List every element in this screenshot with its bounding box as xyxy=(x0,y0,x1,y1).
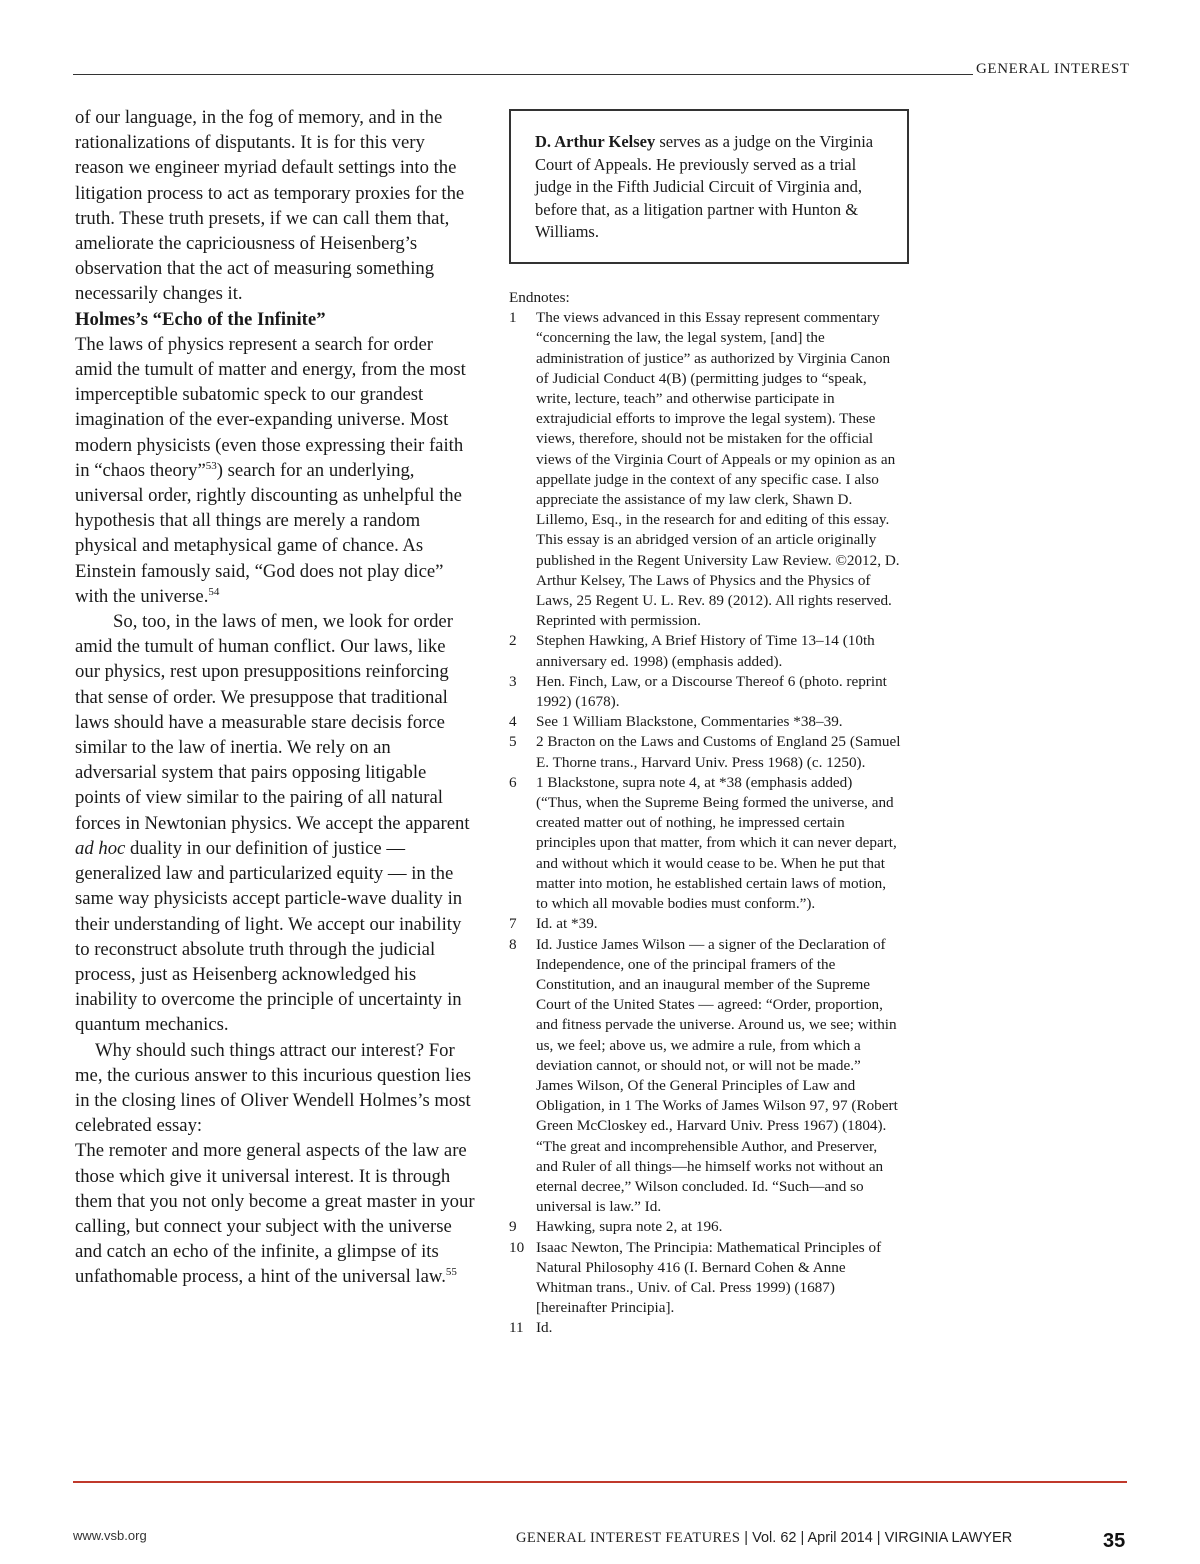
endnote xyxy=(509,935,901,1218)
footer-url-link[interactable]: www.vsb.org xyxy=(73,1528,147,1543)
article-body xyxy=(75,105,475,1290)
endnote-number: 5 xyxy=(509,733,517,751)
endnote-number: 3 xyxy=(509,672,517,690)
endnotes-title: Endnotes: xyxy=(509,289,570,306)
section-heading: Holmes’s “Echo of the Infinite” xyxy=(75,308,326,330)
page-number: 35 xyxy=(1103,1530,1126,1552)
endnote-text: The views advanced in this Essay represent commentary “concerning the law, the legal system, [and] the administration of justice” as authorized by Virginia Canon of Judicial Conduct 4(B) (permitting judges to “speak, write, lecture, teach” and otherwise participate in extrajudicial efforts to improve the legal system). These views, therefore, should not be mistaken for the official views of the Virginia Court of Appeals or my opinion as an appellate judge in the context of any specific case. I also appreciate the assistance of my law clerk, Shawn D. Lillemo, Esq., in the research for and editing of this essay. This essay is an abridged version of an article originally published in the Regent University Law Review. ©2012, D. Arthur Kelsey, The Laws of Physics and the Physics of Laws, 25 Regent U. L. Rev. 89 (2012). All rights reserved. Reprinted with permission. xyxy=(536,309,900,630)
endnote xyxy=(509,1238,901,1319)
endnote-text: 1 Blackstone, supra note 4, at *38 (emphasis added) (“Thus, when the Supreme Being formed the universe, and created matter out of nothing, he impressed certain principles upon that matter, from which it can never depart, and without which it would cease to be. When he put that matter into motion, he established certain laws of motion, to which all movable bodies must conform.”). xyxy=(536,773,897,913)
footnote-ref[interactable]: 55 xyxy=(445,1266,457,1279)
footer-section: GENERAL INTEREST FEATURES xyxy=(516,1530,741,1546)
paragraph: So, too, in the laws of men, we look for order amid the tumult of human conflict. Our laws, like our physics, rest upon presuppositions reinforcing that sense of order. We presuppose that traditional laws should have a measurable stare decisis force similar to the law of inertia. We rely on an adversarial system that pairs opposing litigable points of view similar to the pairing of all natural forces in Newtonian physics. We accept the apparent ad hoc duality in our definition of justice — generalized law and particularized equity — in the same way physicists accept particle-wave duality in their understanding of light. We accept our inability to reconstruct absolute truth through the judicial process, just as Heisenberg acknowledged his inability to overcome the principle of uncertainty in quantum mechanics. xyxy=(75,611,470,1036)
endnote xyxy=(509,672,901,712)
endnote-text: Hen. Finch, Law, or a Discourse Thereof 6 (photo. reprint 1992) (1678). xyxy=(536,672,887,711)
endnote-number: 9 xyxy=(509,1218,517,1236)
footnote-ref[interactable]: 54 xyxy=(208,585,220,598)
endnote-number: 2 xyxy=(509,632,517,650)
block-quote: The remoter and more general aspects of the law are those which give it universal interest. It is through them that you not only become a great master in your calling, but connect your subject with the universe and catch an echo of the infinite, a glimpse of its unfathomable process, a hint of the universal law.$^{55}$ xyxy=(75,1140,475,1288)
endnote xyxy=(509,308,901,631)
endnote xyxy=(509,712,901,732)
endnote-number: 6 xyxy=(509,773,517,791)
endnotes xyxy=(509,288,901,1339)
endnote-text: 2 Bracton on the Laws and Customs of England 25 (Samuel E. Thorne trans., Harvard Univ. Press 1968) (c. 1250). xyxy=(536,733,901,771)
endnote-number: 8 xyxy=(509,935,517,953)
paragraph: The laws of physics represent a search for order amid the tumult of matter and energy, from the most imperceptible subatomic speck to our grandest imagination of the ever-expanding universe. Most modern physicists (even those expressing their faith in “chaos theory”$^{53}$) search for an underlying, universal order, rightly discounting as unhelpful the hypothesis that all things are merely a random physical and metaphysical game of chance. As Einstein famously said, “God does not play dice” with the universe.$^{54}$ xyxy=(75,333,466,607)
endnote xyxy=(509,732,901,772)
endnote-text: Hawking, supra note 2, at 196. xyxy=(536,1218,723,1236)
endnote xyxy=(509,1318,901,1338)
endnote-text: Id. Justice James Wilson — a signer of the Declaration of Independence, one of the principal framers of the Constitution, and an inaugural member of the Supreme Court of the United States — agreed: “Order, proportion, and fitness pervade the universe. Around us, we see; within us, we feel; above us, we admire a rule, from which a deviation cannot, or should not, or will not be made.” James Wilson, Of the General Principles of Law and Obligation, in 1 The Works of James Wilson 97, 97 (Robert Green McCloskey ed., Harvard Univ. Press 1967) (1804). “The great and incomprehensible Author, and Preserver, and Ruler of all things—he himself works not without an eternal decree,” Wilson concluded. Id. “Such—and so universal is law.” Id. xyxy=(536,935,898,1216)
footer-publication-info xyxy=(516,1530,1012,1547)
paragraph: of our language, in the fog of memory, and in the rationalizations of disputants. It is for this very reason we engineer myriad default settings into the litigation process to act as temporary proxies for the truth. These truth presets, if we can call them that, ameliorate the capriciousness of Heisenberg’s observation that the act of measuring something necessarily changes it. xyxy=(75,107,465,305)
footer-rule xyxy=(73,1481,1127,1483)
endnote-text: Isaac Newton, The Principia: Mathematical Principles of Natural Philosophy 416 (I. Bernard Cohen & Anne Whitman trans., Univ. of Cal. Press 1999) (1687) [hereinafter Principia]. xyxy=(536,1238,882,1317)
endnote xyxy=(509,1217,901,1237)
endnote-number: 11 xyxy=(509,1319,524,1337)
endnote-text: See 1 William Blackstone, Commentaries *38–39. xyxy=(536,713,843,731)
paragraph: Why should such things attract our interest? For me, the curious answer to this incurious question lies in the closing lines of Oliver Wendell Holmes’s most celebrated essay: xyxy=(75,1039,472,1137)
endnote-number: 1 xyxy=(509,309,517,327)
author-name: D. Arthur Kelsey xyxy=(535,132,656,151)
endnote xyxy=(509,773,901,914)
endnote xyxy=(509,631,901,671)
header-rule xyxy=(73,74,973,75)
endnote-text: Id. at *39. xyxy=(536,915,598,933)
endnote-number: 7 xyxy=(509,915,517,933)
author-bio-box xyxy=(509,109,909,264)
endnote-number: 10 xyxy=(509,1238,525,1256)
endnote-number: 4 xyxy=(509,713,517,731)
endnote-text: Id. xyxy=(536,1319,553,1337)
endnote-text: Stephen Hawking, A Brief History of Time 13–14 (10th anniversary ed. 1998) (emphasis added). xyxy=(536,632,875,670)
endnote xyxy=(509,914,901,934)
author-bio: D. Arthur Kelsey serves as a judge on the Virginia Court of Appeals. He previously served as a trial judge in the Fifth Judicial Circuit of Virginia and, before that, as a litigation partner with Hunton & Williams. xyxy=(535,132,874,241)
section-label: GENERAL INTEREST xyxy=(976,61,1130,77)
footer-issue: | Vol. 62 | April 2014 | VIRGINIA LAWYER xyxy=(740,1530,1013,1546)
footnote-ref[interactable]: 53 xyxy=(205,459,217,472)
